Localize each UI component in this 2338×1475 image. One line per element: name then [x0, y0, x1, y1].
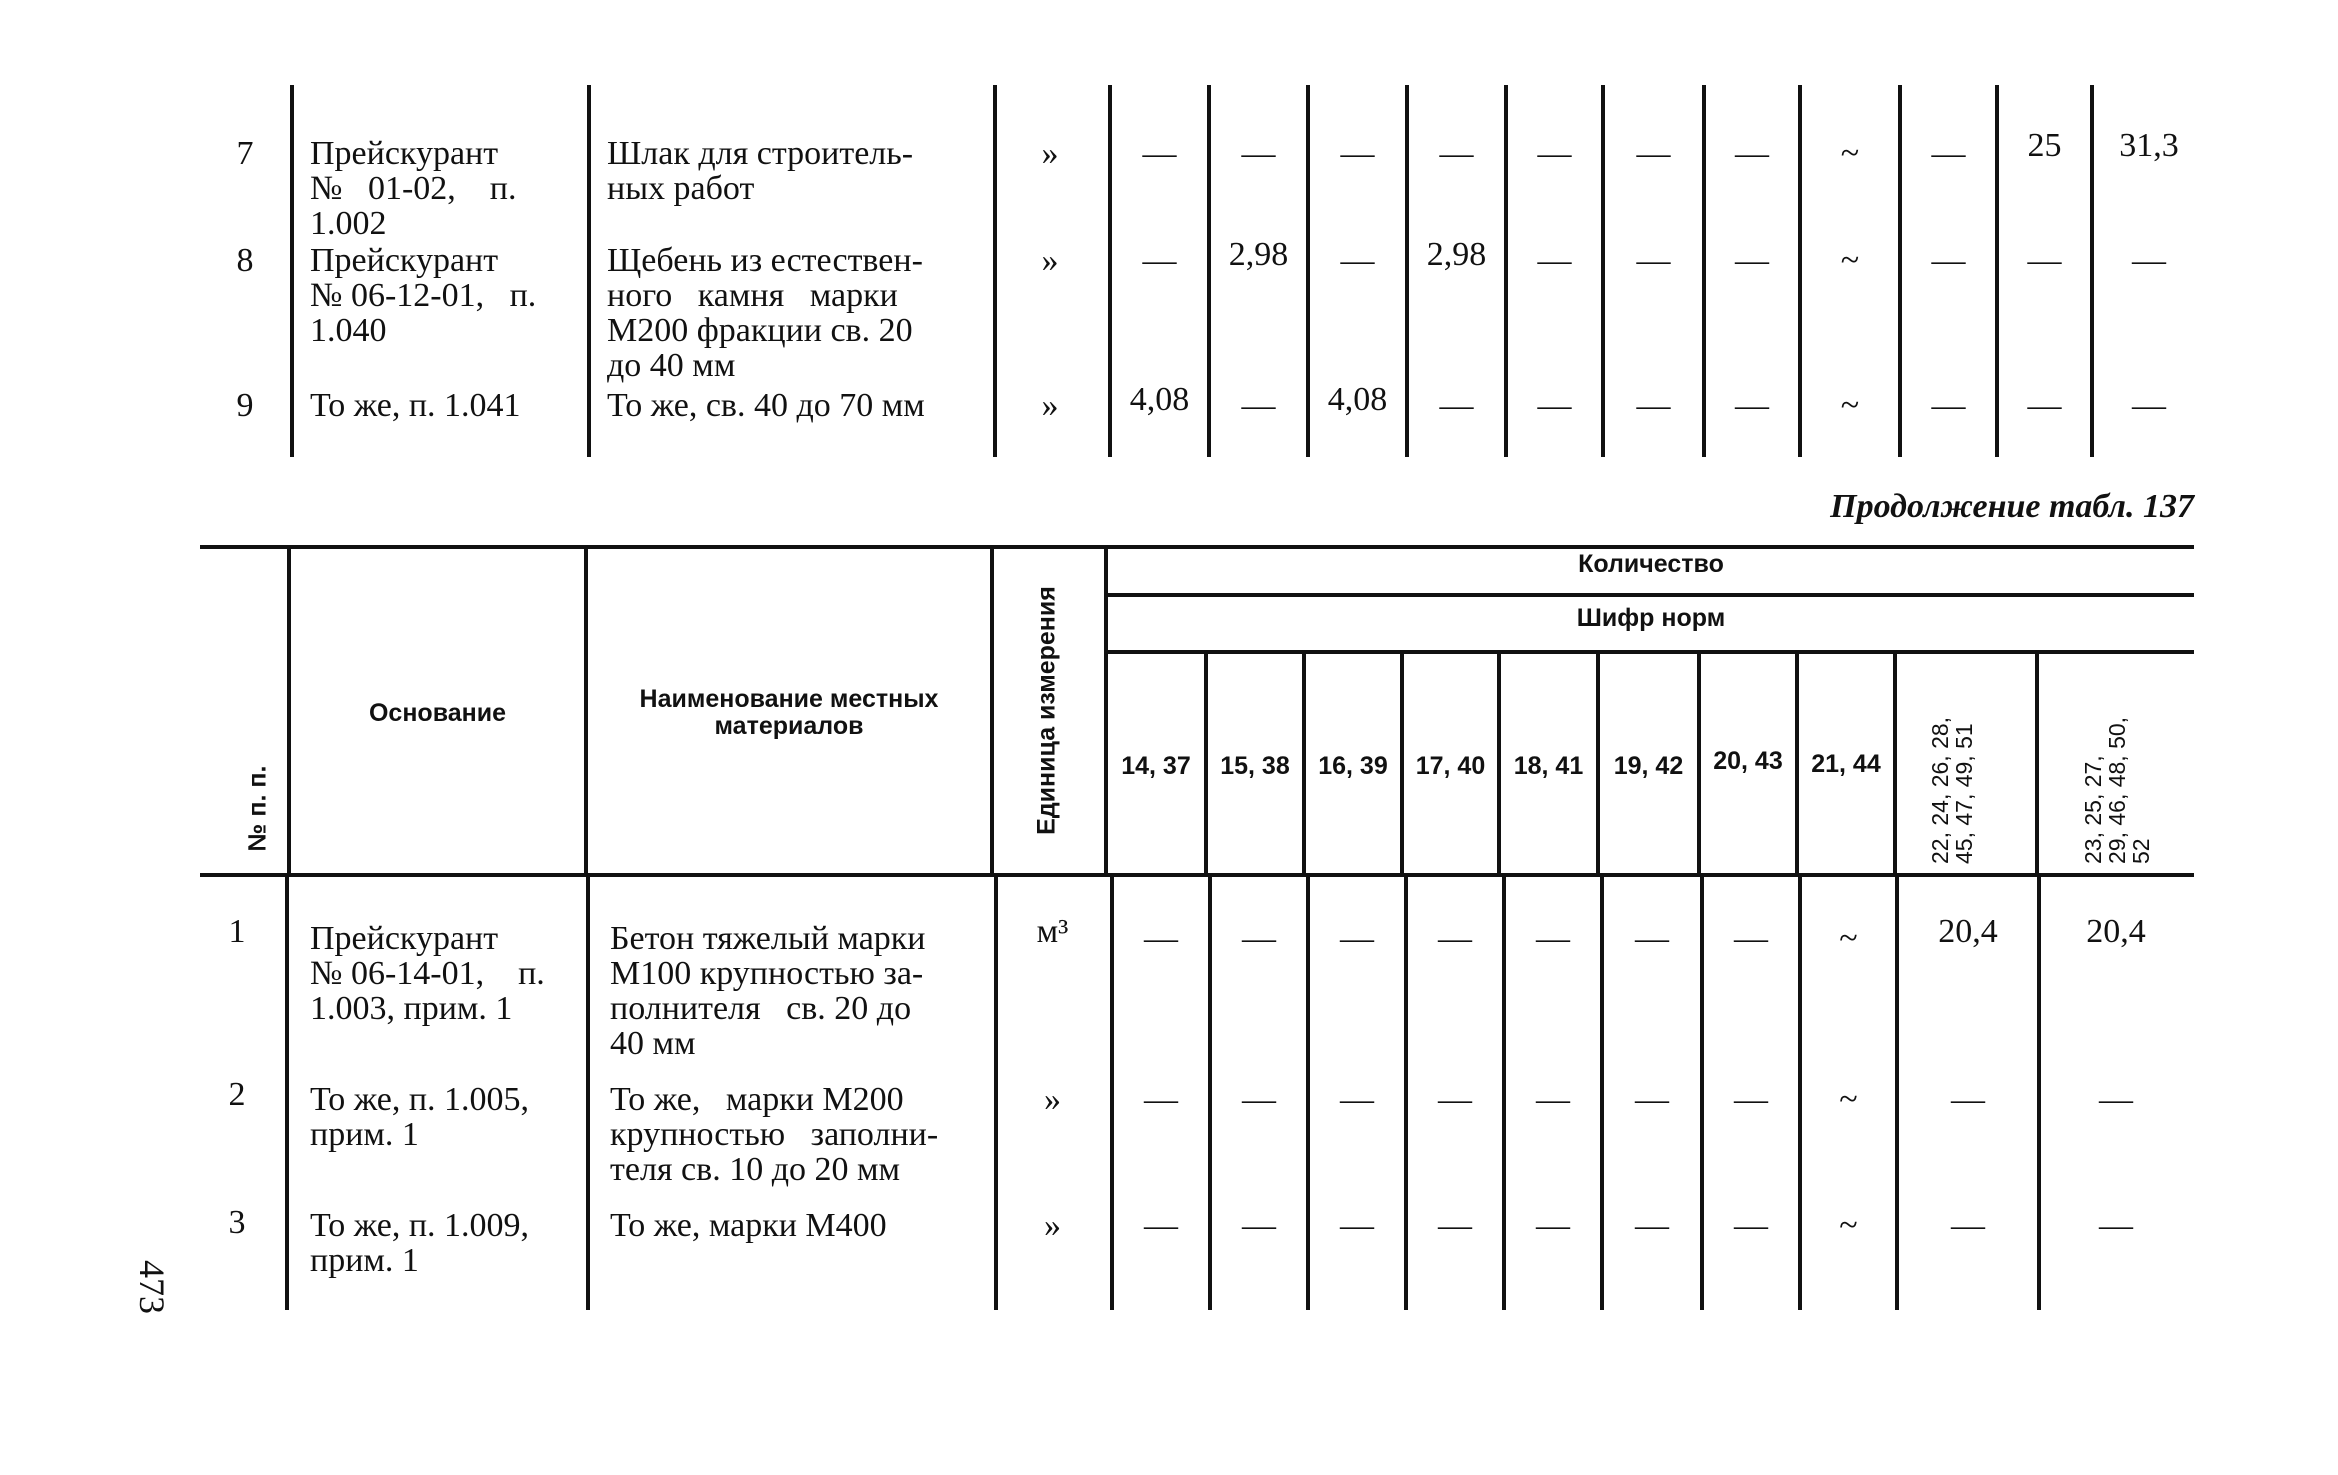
value-cell: —	[1734, 920, 1768, 957]
row-material-name: Шлак для строитель- ных работ	[607, 135, 914, 207]
value-cell: —	[1439, 387, 1474, 424]
value-cell: —	[1734, 1081, 1768, 1118]
value-cell: —	[1735, 387, 1769, 424]
row-unit: »	[1041, 242, 1059, 279]
code-column: 19, 42	[1613, 752, 1684, 780]
value-cell: 4,08	[1129, 381, 1190, 418]
code-column: 18, 41	[1513, 752, 1584, 780]
value-cell: 25	[2027, 127, 2062, 164]
value-cell: —	[1242, 1081, 1276, 1118]
value-cell: ~	[1839, 1207, 1858, 1244]
value-cell: —	[2027, 387, 2062, 424]
value-cell: 2,98	[1426, 236, 1487, 273]
value-cell: —	[1734, 1207, 1768, 1244]
code-column: 21, 44	[1811, 750, 1881, 778]
row-unit: м³	[1036, 913, 1069, 950]
value-cell: —	[1636, 387, 1671, 424]
value-cell: 2,98	[1228, 236, 1289, 273]
value-cell: —	[1536, 1081, 1570, 1118]
value-cell: —	[1735, 135, 1769, 172]
row-basis: То же, п. 1.009, прим. 1	[310, 1207, 530, 1279]
row-unit: »	[1044, 1081, 1061, 1118]
value-cell: —	[1951, 1207, 1985, 1244]
row-material-name: То же, марки М200 крупностью заполни- теля св. 10 до 20 мм	[610, 1081, 939, 1188]
row-unit: »	[1044, 1207, 1061, 1244]
value-cell: —	[1340, 920, 1374, 957]
value-cell: —	[1536, 920, 1570, 957]
value-cell: —	[1438, 1207, 1472, 1244]
row-material-name: Щебень из естествен- ного камня марки М200 фракции св. 20 до 40 мм	[607, 242, 923, 384]
value-cell: —	[1241, 135, 1276, 172]
row-material-name: То же, св. 40 до 70 мм	[607, 387, 925, 424]
value-cell: —	[1931, 387, 1966, 424]
row-basis: То же, п. 1.041	[310, 387, 521, 424]
value-cell: —	[1931, 242, 1966, 279]
row-unit: »	[1041, 387, 1059, 424]
value-cell: —	[1242, 1207, 1276, 1244]
top-rule	[200, 545, 2194, 549]
value-cell: —	[1242, 920, 1276, 957]
row-basis: Прейскурант № 01-02, п. 1.002	[310, 135, 517, 242]
value-cell: —	[1340, 1207, 1374, 1244]
row-number: 9	[236, 387, 254, 424]
code-column: 20, 43	[1713, 747, 1783, 775]
value-cell: —	[1735, 242, 1769, 279]
value-cell: 20,4	[2086, 913, 2146, 950]
row-basis: То же, п. 1.005, прим. 1	[310, 1081, 530, 1153]
codes-rule	[1108, 650, 2194, 654]
value-cell: —	[1340, 1081, 1374, 1118]
value-cell: —	[1241, 387, 1276, 424]
header-unit: Единица измерения	[1032, 586, 1061, 835]
value-cell: —	[2132, 242, 2166, 279]
row-number: 7	[236, 135, 254, 172]
value-cell: —	[1635, 1207, 1669, 1244]
value-cell: —	[2099, 1081, 2133, 1118]
value-cell: —	[1635, 1081, 1669, 1118]
value-cell: ~	[1839, 1081, 1858, 1118]
header-basis: Основание	[368, 699, 507, 727]
value-cell: —	[1931, 135, 1966, 172]
value-cell: —	[2132, 387, 2166, 424]
value-cell: —	[1635, 920, 1669, 957]
row-number: 2	[228, 1076, 246, 1113]
row-number: 1	[228, 913, 246, 950]
value-cell: —	[1438, 1081, 1472, 1118]
value-cell: ~	[1840, 135, 1860, 172]
value-cell: —	[1951, 1081, 1985, 1118]
value-cell: 4,08	[1327, 381, 1388, 418]
header-row-number: № п. п.	[243, 765, 272, 852]
code-column: 17, 40	[1415, 752, 1486, 780]
row-material-name: Бетон тяжелый марки М100 крупностью за- полнителя св. 20 до 40 мм	[610, 920, 926, 1062]
page-number: 473	[132, 1260, 172, 1314]
value-cell: —	[1144, 920, 1178, 957]
value-cell: ~	[1839, 920, 1858, 957]
value-cell: —	[1142, 135, 1177, 172]
value-cell: —	[2099, 1207, 2133, 1244]
header-codes: Шифр норм	[1576, 604, 1726, 632]
row-basis: Прейскурант № 06-12-01, п. 1.040	[310, 242, 537, 349]
code-column: 16, 39	[1318, 752, 1388, 780]
value-cell: —	[1142, 242, 1177, 279]
row-number: 3	[228, 1204, 246, 1241]
value-cell: ~	[1840, 387, 1860, 424]
code-column: 14, 37	[1121, 752, 1191, 780]
table-caption: Продолжение табл. 137	[1830, 488, 2194, 525]
value-cell: —	[1144, 1207, 1178, 1244]
code-column-rotated: 23, 25, 27, 29, 46, 48, 50, 52	[2080, 716, 2154, 864]
value-cell: 20,4	[1938, 913, 1998, 950]
value-cell: —	[1537, 135, 1572, 172]
code-column: 15, 38	[1220, 752, 1290, 780]
value-cell: —	[1439, 135, 1474, 172]
value-cell: —	[1340, 135, 1375, 172]
row-material-name: То же, марки М400	[610, 1207, 887, 1244]
value-cell: —	[1537, 242, 1572, 279]
value-cell: —	[1340, 242, 1375, 279]
value-cell: 31,3	[2119, 127, 2179, 164]
value-cell: —	[1438, 920, 1472, 957]
value-cell: ~	[1840, 242, 1860, 279]
row-number: 8	[236, 242, 254, 279]
value-cell: —	[1536, 1207, 1570, 1244]
header-material-name: Наименование местных материалов	[639, 685, 939, 740]
row-basis: Прейскурант № 06-14-01, п. 1.003, прим. 1	[310, 920, 545, 1027]
value-cell: —	[1636, 135, 1671, 172]
value-cell: —	[1537, 387, 1572, 424]
value-cell: —	[2027, 242, 2062, 279]
value-cell: —	[1636, 242, 1671, 279]
row-unit: »	[1041, 135, 1059, 172]
code-column-rotated: 22, 24, 26, 28, 45, 47, 49, 51	[1927, 716, 1977, 864]
value-cell: —	[1144, 1081, 1178, 1118]
header-quantity: Количество	[1578, 550, 1724, 578]
quantity-rule	[1108, 593, 2194, 597]
